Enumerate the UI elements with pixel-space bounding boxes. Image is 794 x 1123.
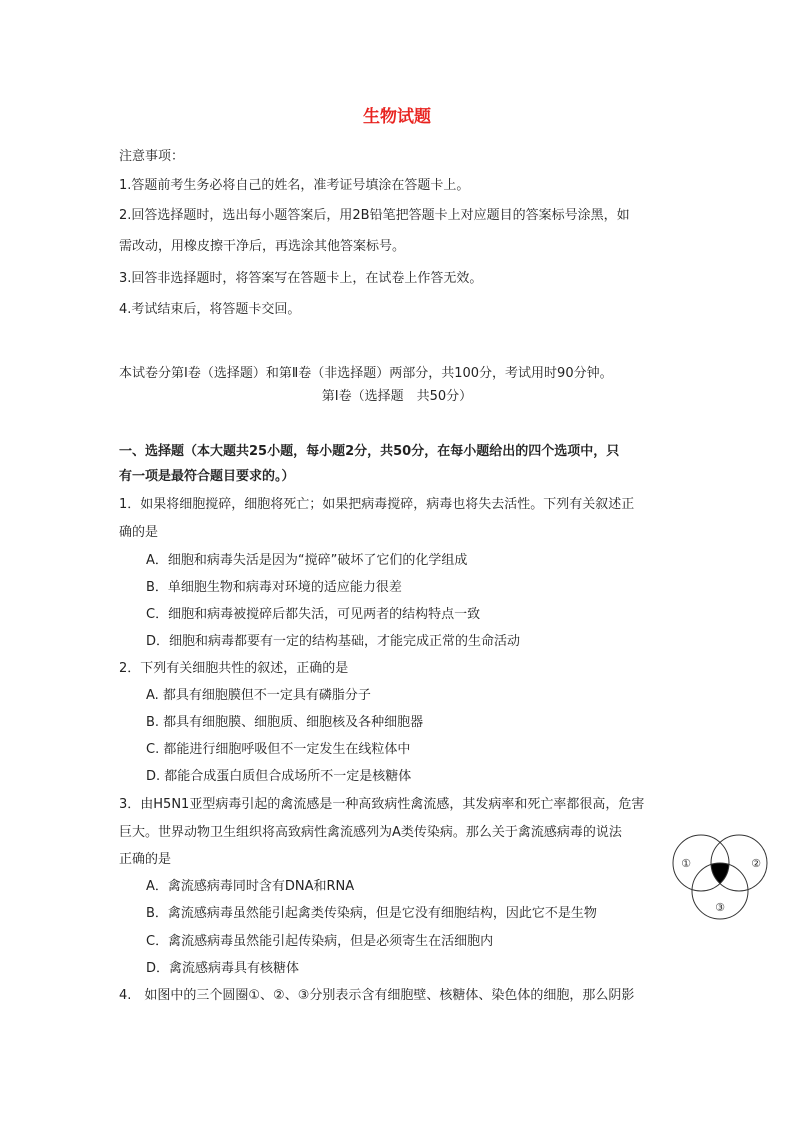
venn-label-2: ② <box>751 857 761 870</box>
notice-item-2-line-1: 2.回答选择题时，选出每小题答案后，用2B铅笔把答题卡上对应题目的答案标号涂黑，如 <box>119 208 630 223</box>
q3-stem-line-2: 巨大。世界动物卫生组织将高致病性禽流感列为A类传染病。那么关于禽流感病毒的说法 <box>119 825 622 840</box>
q3-option-c: C．禽流感病毒虽然能引起传染病，但是必须寄生在活细胞内 <box>146 934 494 949</box>
section1-heading-line-1: 一、选择题（本大题共25小题，每小题2分，共50分，在每小题给出的四个选项中，只 <box>119 444 620 459</box>
q1-option-d: D．细胞和病毒都要有一定的结构基础，才能完成正常的生命活动 <box>146 634 521 649</box>
q3-option-d: D．禽流感病毒具有核糖体 <box>146 961 300 976</box>
notice-item-2-line-2: 需改动，用橡皮擦干净后，再选涂其他答案标号。 <box>119 239 406 254</box>
venn-label-1: ① <box>681 857 691 870</box>
q1-option-a: A．细胞和病毒失活是因为“搅碎”破坏了它们的化学组成 <box>146 553 468 568</box>
notice-item-4: 4.考试结束后，将答题卡交回。 <box>119 302 301 317</box>
q3-stem-line-1: 3．由H5N1亚型病毒引起的禽流感是一种高致病性禽流感，其发病率和死亡率都很高，危害 <box>119 797 645 812</box>
q1-stem-line-2: 确的是 <box>119 525 159 540</box>
q2-stem: 2．下列有关细胞共性的叙述，正确的是 <box>119 661 349 676</box>
q2-option-c: C. 都能进行细胞呼吸但不一定发生在线粒体中 <box>146 742 411 757</box>
q2-option-d: D. 都能合成蛋白质但合成场所不一定是核糖体 <box>146 769 412 784</box>
q3-option-a: A．禽流感病毒同时含有DNA和RNA <box>146 879 355 894</box>
q1-stem-line-1: 1．如果将细胞搅碎，细胞将死亡；如果把病毒搅碎，病毒也将失去活性。下列有关叙述正 <box>119 497 635 512</box>
exam-intro: 本试卷分第Ⅰ卷（选择题）和第Ⅱ卷（非选择题）两部分，共100分，考试用时90分钟。 <box>119 366 613 381</box>
q2-option-a: A. 都具有细胞膜但不一定具有磷脂分子 <box>146 688 371 703</box>
q1-option-c: C．细胞和病毒被搅碎后都失活，可见两者的结构特点一致 <box>146 607 481 622</box>
q1-option-b: B．单细胞生物和病毒对环境的适应能力很差 <box>146 580 402 595</box>
q3-option-b: B．禽流感病毒虽然能引起禽类传染病，但是它没有细胞结构，因此它不是生物 <box>146 906 597 921</box>
section1-heading-line-2: 有一项是最符合题目要求的。） <box>119 469 295 484</box>
notice-item-1: 1.答题前考生务必将自己的姓名，准考证号填涂在答题卡上。 <box>119 178 470 193</box>
venn-diagram <box>664 831 779 923</box>
venn-label-3: ③ <box>715 901 725 914</box>
page-title: 生物试题 <box>363 107 431 127</box>
notice-item-3: 3.回答非选择题时，将答案写在答题卡上，在试卷上作答无效。 <box>119 271 483 286</box>
notice-heading: 注意事项： <box>119 149 185 164</box>
q2-option-b: B. 都具有细胞膜、细胞质、细胞核及各种细胞器 <box>146 715 424 730</box>
q3-stem-line-3: 正确的是 <box>119 852 172 867</box>
part1-title: 第Ⅰ卷（选择题 共50分） <box>321 389 473 404</box>
q4-stem-line-1: 4. 如图中的三个圆圈①、②、③分别表示含有细胞壁、核糖体、染色体的细胞，那么阴影 <box>119 988 635 1003</box>
